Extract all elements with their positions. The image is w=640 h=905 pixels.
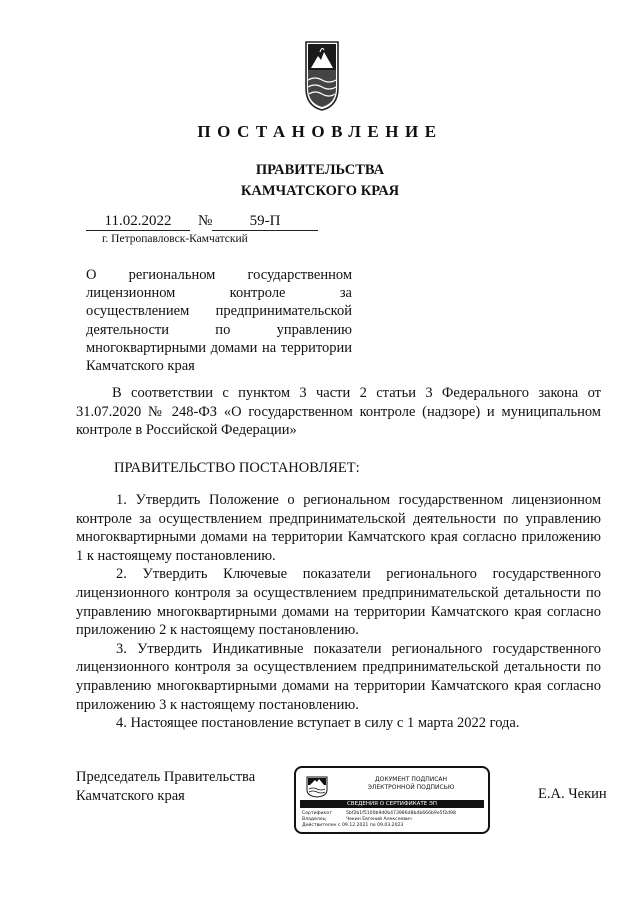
electronic-signature-stamp [294, 766, 490, 834]
issuer-line-2: КАМЧАТСКОГО КРАЯ [240, 183, 400, 199]
document-type-title: ПОСТАНОВЛЕНИЕ [197, 122, 443, 141]
stamp-certificate-bar: СВЕДЕНИЯ О СЕРТИФИКАТЕ ЭП [300, 800, 484, 808]
issuer-line-1: ПРАВИТЕЛЬСТВА [255, 162, 385, 178]
stamp-row-key: Сертификат [302, 811, 332, 816]
preamble-paragraph: В соответствии с пунктом 3 части 2 статьи 3 Федерального закона от 31.07.2020 № 248-ФЗ «О государственном контроле (надзоре) и муниципальном контроле в Российской Федерации» [76, 385, 601, 439]
stamp-row-key: Действителен с 09.12.2021 по 09.03.2023 [302, 823, 404, 828]
signatory-title [76, 768, 255, 805]
number-sign: № [198, 213, 213, 229]
decree-item-2: 2. Утвердить Ключевые показатели регионального государственного лицензионного контроля за осуществлением предпринимательской детальности по управлению многоквартирными домами на территории Камчатского края согласно приложению 2 к настоящему постановлению. [76, 566, 601, 639]
stamp-row-value: 5bf2b1f5100b9d0b473986d8b4b666b9e5f2d98 [346, 811, 456, 816]
decree-items [76, 491, 601, 733]
stamp-line-2: ЭЛЕКТРОННОЙ ПОДПИСЬЮ [367, 784, 455, 791]
decree-item-4: 4. Настоящее постановление вступает в силу с 1 марта 2022 года. [116, 715, 520, 732]
stamp-emblem-icon [306, 776, 328, 798]
signatory-title-line-1: Председатель Правительства [76, 769, 256, 785]
coat-of-arms-icon [304, 40, 340, 112]
decree-item-1: 1. Утвердить Положение о региональном государственном лицензионном контроле за осуществлением предпринимательской деятельности по управлению многоквартирными домами на территории Камчатского края согласно приложению 1 к настоящему постановлению. [76, 492, 601, 564]
stamp-line-1: ДОКУМЕНТ ПОДПИСАН [374, 776, 448, 783]
stamp-row-owner [302, 817, 484, 823]
decree-item-3: 3. Утвердить Индикативные показатели регионального государственного лицензионного контроля за осуществлением предпринимательской детальности по управлению многоквартирными домами на территории Камчатского края согласно приложению 3 к настоящему постановлению. [76, 640, 601, 713]
document-date: 11.02.2022 [86, 212, 190, 231]
stamp-row-validity [302, 823, 484, 829]
signatory-title-line-2: Камчатского края [76, 787, 185, 804]
decree-heading: ПРАВИТЕЛЬСТВО ПОСТАНОВЛЯЕТ: [114, 460, 360, 476]
stamp-row-key: Владелец [302, 817, 326, 822]
issuer-name [0, 160, 640, 202]
city-name: г. Петропавловск-Камчатский [102, 233, 248, 245]
document-number: 59-П [212, 212, 318, 231]
document-subject: О региональном государственном лицензионном контроле за осуществлением предпринимательской деятельности по управлению многоквартирными домами на территории Камчатского края [86, 267, 352, 375]
signatory-name: Е.А. Чекин [538, 786, 607, 802]
stamp-row-value: Чекин Евгений Алексеевич [346, 817, 412, 822]
stamp-row-certificate [302, 811, 484, 817]
